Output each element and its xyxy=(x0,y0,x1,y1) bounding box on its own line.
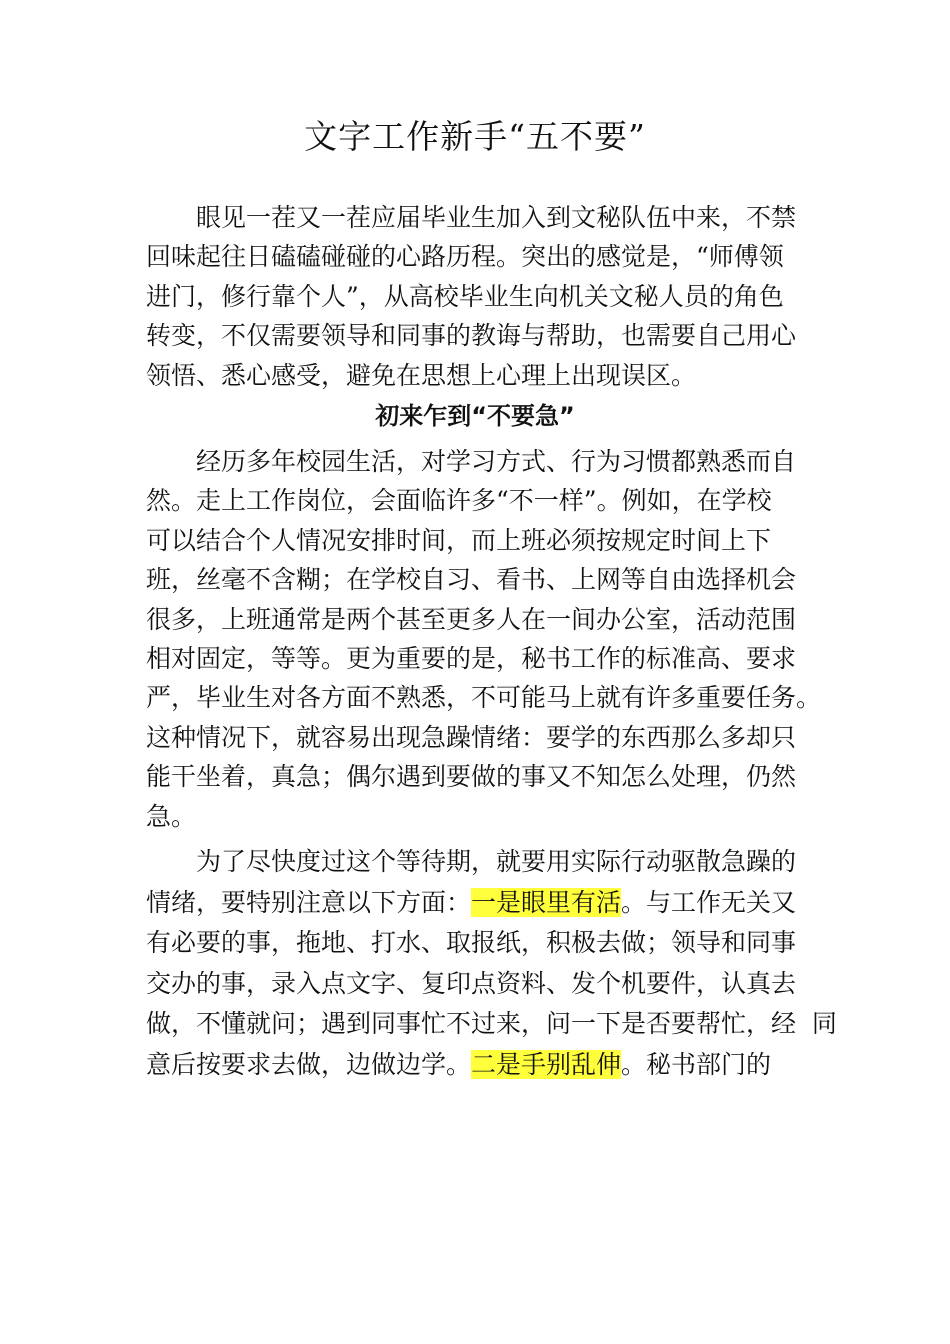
paragraph-line xyxy=(146,1045,810,1086)
paragraph-line: 班，丝毫不含糊；在学校自习、看书、上网等自由选择机会 xyxy=(146,565,797,595)
paragraph-line: 有必要的事，拖地、打水、取报纸，积极去做；领导和同事 xyxy=(146,928,797,958)
text-run: 情绪，要特别注意以下方面： xyxy=(146,887,472,917)
paragraph-line: 能干坐着，真急；偶尔遇到要做的事又不知怎么处理，仍然 xyxy=(146,762,797,792)
highlighted-text: 一是眼里有活 xyxy=(471,887,622,917)
document-title: 文字工作新手“五不要” xyxy=(304,117,646,156)
paragraph-line: 领悟、悉心感受，避免在思想上心理上出现误区。 xyxy=(146,360,697,390)
paragraph-line: 眼见一茬又一茬应届毕业生加入到文秘队伍中来，不禁 xyxy=(196,203,797,232)
paragraph-line: 转变，不仅需要领导和同事的教诲与帮助，也需要自己用心 xyxy=(146,321,797,351)
paragraph-line: 然。走上工作岗位，会面临许多“不一样”。例如，在学校 xyxy=(146,486,772,516)
paragraph-line: 做，不懂就问；遇到同事忙不过来，问一下是否要帮忙，经 同 xyxy=(146,1009,837,1039)
paragraph-line: 交办的事，录入点文字、复印点资料、发个机要件，认真去 xyxy=(146,968,797,998)
action-paragraph xyxy=(146,842,837,1086)
paragraph-line: 这种情况下，就容易出现急躁情绪：要学的东西那么多却只 xyxy=(146,722,797,752)
paragraph-line: 可以结合个人情况安排时间，而上班必须按规定时间上下 xyxy=(146,525,772,555)
intro-paragraph xyxy=(146,198,810,395)
paragraph-line: 经历多年校园生活，对学习方式、行为习惯都熟悉而自 xyxy=(196,447,797,476)
paragraph-line: 为了尽快度过这个等待期，就要用实际行动驱散急躁的 xyxy=(196,847,797,876)
paragraph-line: 很多，上班通常是两个甚至更多人在一间办公室，活动范围 xyxy=(146,604,797,634)
paragraph-line: 严，毕业生对各方面不熟悉，不可能马上就有许多重要任务。 xyxy=(146,683,822,713)
paragraph-line: 进门，修行靠个人”，从高校毕业生向机关文秘人员的角色 xyxy=(146,281,784,311)
section-heading: 初来乍到“不要急” xyxy=(375,402,575,430)
text-run: 。与工作无关又 xyxy=(621,887,797,917)
paragraph-line xyxy=(146,883,810,924)
paragraph-line: 回味起往日磕磕碰碰的心路历程。突出的感觉是，“师傅领 xyxy=(146,242,784,272)
highlighted-text: 二是手别乱伸 xyxy=(471,1049,622,1079)
paragraph-line: 相对固定，等等。更为重要的是，秘书工作的标准高、要求 xyxy=(146,644,797,674)
text-run: 。秘书部门的 xyxy=(621,1049,772,1079)
text-run: 意后按要求去做，边做边学。 xyxy=(146,1049,472,1079)
paragraph-line: 急。 xyxy=(146,801,197,831)
section-paragraph xyxy=(146,442,822,836)
